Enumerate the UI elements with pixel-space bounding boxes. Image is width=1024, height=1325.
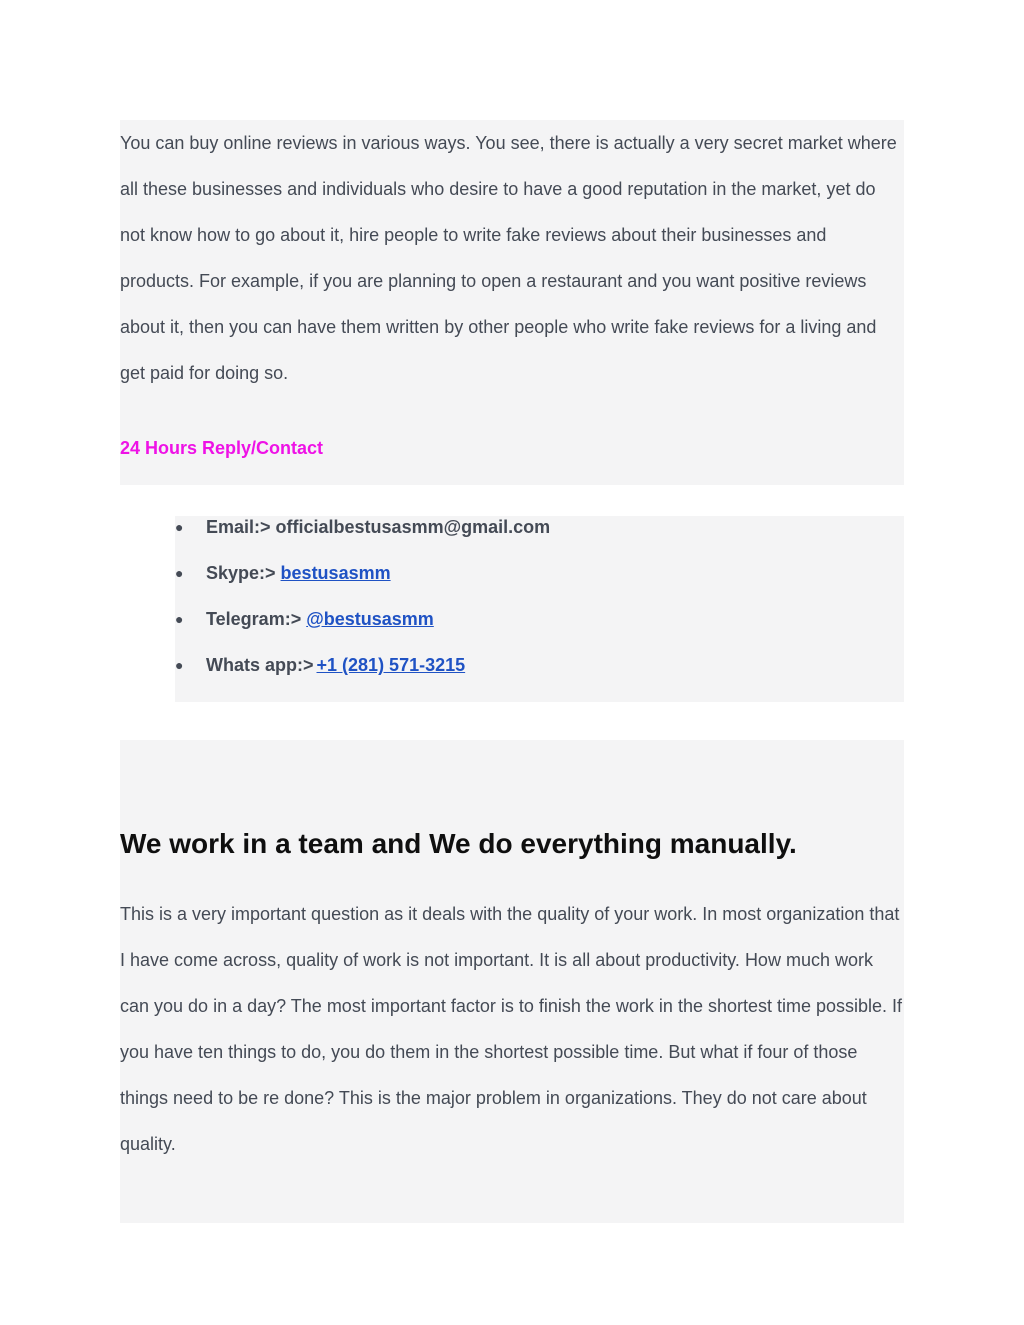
contact-heading: 24 Hours Reply/Contact — [120, 438, 324, 458]
contact-item-email — [175, 513, 550, 559]
team-section — [120, 740, 904, 1223]
contact-list — [175, 513, 550, 697]
contact-section — [175, 516, 904, 702]
team-heading: We work in a team and We do everything manually. — [120, 828, 797, 859]
email-label: Email:> officialbestusasmm@gmail.com — [206, 517, 551, 537]
telegram-label: Telegram:> — [206, 609, 302, 629]
bullet-icon: ● — [175, 611, 184, 627]
whatsapp-label: Whats app:> — [206, 655, 314, 675]
intro-paragraph: You can buy online reviews in various ways. You see, there is actually a very secret market where all these businesses and individuals who desire to have a good reputation in the market, yet do not know how to go about it, hire people to write fake reviews about their businesses and products. For example, if you are planning to open a restaurant and you want positive reviews about it, then you can have them written by other people who write fake reviews for a living and get paid for doing so. — [120, 133, 897, 383]
contact-item-whatsapp — [175, 651, 550, 697]
telegram-link[interactable]: @bestusasmm — [306, 609, 434, 629]
whatsapp-link[interactable]: +1 (281) 571-3215 — [316, 655, 466, 675]
intro-section — [120, 120, 904, 485]
skype-label: Skype:> — [206, 563, 276, 583]
bullet-icon: ● — [175, 657, 184, 673]
contact-item-telegram — [175, 605, 550, 651]
contact-item-skype — [175, 559, 550, 605]
team-paragraph: This is a very important question as it deals with the quality of your work. In most organization that I have come across, quality of work is not important. It is all about productivity. How much work can you do in a day? The most important factor is to finish the work in the shortest time possible. If you have ten things to do, you do them in the shortest possible time. But what if four of those things need to be re done? This is the major problem in organizations. They do not care about quality. — [120, 904, 903, 1154]
skype-link[interactable]: bestusasmm — [280, 563, 391, 583]
bullet-icon: ● — [175, 519, 184, 535]
bullet-icon: ● — [175, 565, 184, 581]
